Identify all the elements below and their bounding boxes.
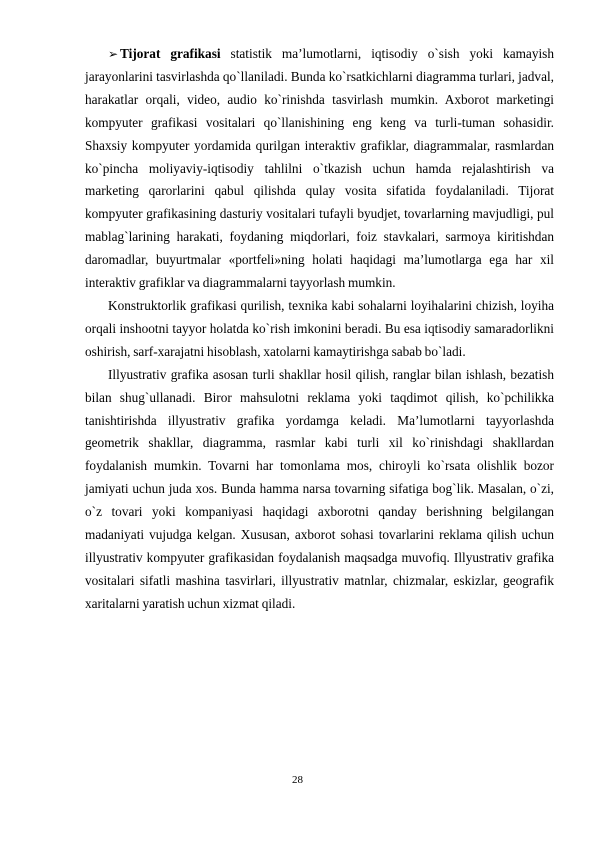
paragraph-text: Illyustrativ grafika asosan turli shakllar hosil qilish, ranglar bilan ishlash, bezatish bilan shug`ullanadi. Biror mahsulotni reklama yoki taqdimot qilish, ko`pchilikka tanishtirishda illyustrativ grafika yordamga keladi. Ma’lumotlarni tayyorlashda geometrik shakllar, diagramma, rasmlar kabi turli xil ko`rinishdagi shakllardan foydalanish mumkin. Tovarni har tomonlama mos, chiroyli ko`rsata olishlik bozor jamiyati uchun juda xos. Bunda hamma narsa tovarning sifatiga bog`lik. Masalan, o`zi, o`z tovari yoki kompaniyasi haqidagi axborotni qanday berishning belgilangan madaniyati vujudga kelgan. Xususan, axborot sohasi tovarlarini reklama qilish uchun illyustrativ kompyuter grafikasidan foydalanish maqsadga muvofiq. Illyustrativ grafika vositalari sifatli mashina tasvirlari, illyustrativ matnlar, chizmalar, eskizlar, geografik xaritalarni yaratish uchun xizmat qiladi. (85, 366, 554, 611)
paragraph-text: Konstruktorlik grafikasi qurilish, texnika kabi sohalarni loyihalarini chizish, loyiha orqali inshootni tayyor holatda ko`rish imkonini beradi. Bu esa iqtisodiy samaradorlikni oshirish, sarf-xarajatni hisoblash, xatolarni kamaytirishga sabab bo`ladi. (85, 297, 554, 359)
paragraph-illustrative-graphics (85, 364, 554, 616)
arrow-bullet-icon: ➢ (108, 47, 119, 61)
paragraph-commercial-graphics (85, 43, 554, 295)
document-body (85, 43, 554, 616)
paragraph-construction-graphics (85, 295, 554, 364)
term-commercial-graphics: Tijorat grafikasi (120, 46, 221, 61)
page-number: 28 (292, 774, 303, 786)
paragraph-text: statistik ma’lumotlarni, iqtisodiy o`sish yoki kamayish jarayonlarini tasvirlashda qo`llaniladi. Bunda ko`rsatkichlarni diagramma turlari, jadval, harakatlar orqali, video, audio ko`rinishda tasvirlash mumkin. Axborot marketingi kompyuter grafikasi vositalari qo`llanishining eng keng va turli-tuman sohasidir. Shaxsiy kompyuter yordamida qurilgan interaktiv grafiklar, diagrammalar, rasmlardan ko`pincha moliyaviy-iqtisodiy tahlilni o`tkazish uchun hamda rejalashtirish va marketing qarorlarini qabul qilishda qulay vosita sifatida foydalaniladi. Tijorat kompyuter grafikasining dasturiy vositalari tufayli byudjet, tovarlarning mavjudligi, pul mablag`larining harakati, foydaning miqdorlari, foiz stavkalari, sarmoya kiritishdan daromadlar, buyurtmalar «portfeli»ning holati haqidagi ma’lumotlarga ega har xil interaktiv grafiklar va diagrammalarni tayyorlash mumkin. (85, 46, 555, 291)
